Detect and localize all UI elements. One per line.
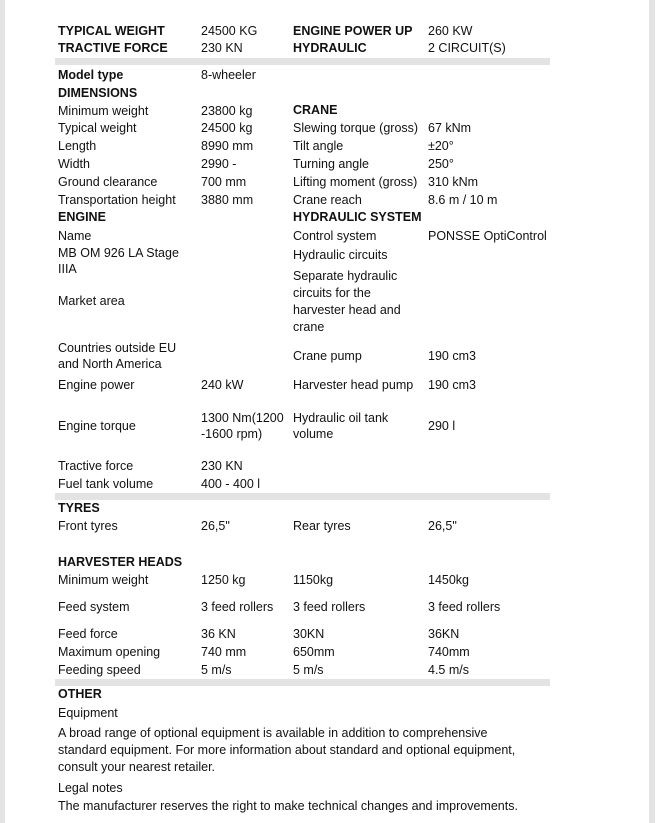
spec-value: 1450kg xyxy=(428,573,470,587)
spec-value: 3 feed rollers xyxy=(428,600,501,614)
head-pump-value: 190 cm3 xyxy=(428,378,476,392)
engine-power-value: 240 kW xyxy=(201,378,244,392)
spec-value: 36 KN xyxy=(201,627,236,641)
market-area-label: Market area xyxy=(58,294,125,308)
spec-label: Transportation height xyxy=(58,193,176,207)
hydraulic-circuits-label: Hydraulic circuits xyxy=(293,248,388,262)
spec-label: Feeding speed xyxy=(58,663,141,677)
oil-tank-value: 290 l xyxy=(428,419,456,433)
crane-pump-value: 190 cm3 xyxy=(428,349,476,363)
fuel-tank-value: 400 - 400 l xyxy=(201,477,261,491)
spec-value: 250° xyxy=(428,157,454,171)
front-tyres-label: Front tyres xyxy=(58,519,118,533)
spec-value: 740mm xyxy=(428,645,470,659)
model-type-value: 8-wheeler xyxy=(201,68,256,82)
hydraulic-system-heading: HYDRAULIC SYSTEM xyxy=(293,210,422,224)
rear-tyres-label: Rear tyres xyxy=(293,519,351,533)
spec-value: 24500 kg xyxy=(201,121,253,135)
spec-value: 5 m/s xyxy=(293,663,324,677)
tractive-force-label: Tractive force xyxy=(58,459,134,473)
spec-value: 650mm xyxy=(293,645,335,659)
head-pump-label: Harvester head pump xyxy=(293,378,414,392)
spec-value: 3 feed rollers xyxy=(201,600,274,614)
equipment-text: consult your nearest retailer. xyxy=(58,760,216,774)
spec-label: Turning angle xyxy=(293,157,369,171)
engine-name-label: Name xyxy=(58,229,92,243)
legal-notes-label: Legal notes xyxy=(58,781,123,795)
legal-notes-text: The manufacturer reserves the right to make technical changes and improvements. xyxy=(58,799,518,813)
spec-label: Typical weight xyxy=(58,121,137,135)
spec-label: Minimum weight xyxy=(58,104,149,118)
control-system-label: Control system xyxy=(293,229,377,243)
oil-tank-label: Hydraulic oil tank volume xyxy=(293,411,389,441)
market-area-value: Countries outside EU and North America xyxy=(58,341,177,371)
spec-label: Ground clearance xyxy=(58,175,158,189)
engine-name-value: MB OM 926 LA Stage IIIA xyxy=(58,246,179,276)
engine-power-label: Engine power xyxy=(58,378,135,392)
spec-value: 36KN xyxy=(428,627,460,641)
summary-value: 24500 KG xyxy=(201,24,258,38)
summary-value: 260 KW xyxy=(428,24,473,38)
spec-value: 8.6 m / 10 m xyxy=(428,193,498,207)
spec-value: 1150kg xyxy=(293,573,334,587)
spec-value: 5 m/s xyxy=(201,663,232,677)
spec-label: Minimum weight xyxy=(58,573,149,587)
spec-value: 8990 mm xyxy=(201,139,254,153)
equipment-text: A broad range of optional equipment is available in addition to comprehensive xyxy=(58,726,488,740)
summary-label: HYDRAULIC xyxy=(293,41,367,55)
spec-value: 1250 kg xyxy=(201,573,246,587)
spec-value: 3880 mm xyxy=(201,193,254,207)
summary-value: 2 CIRCUIT(S) xyxy=(428,41,506,55)
spec-value: 23800 kg xyxy=(201,104,253,118)
section-divider xyxy=(55,679,550,686)
spec-value: 67 kNm xyxy=(428,121,472,135)
section-divider xyxy=(55,493,550,500)
crane-pump-label: Crane pump xyxy=(293,349,362,363)
engine-torque-value: 1300 Nm(1200 -1600 rpm) xyxy=(201,411,284,441)
front-tyres-value: 26,5" xyxy=(201,519,230,533)
summary-label: TRACTIVE FORCE xyxy=(58,41,168,55)
spec-label: Length xyxy=(58,139,97,153)
spec-label: Crane reach xyxy=(293,193,362,207)
spec-value: 310 kNm xyxy=(428,175,479,189)
summary-label: ENGINE POWER UP xyxy=(293,24,413,38)
summary-label: TYPICAL WEIGHT xyxy=(58,24,165,38)
summary-value: 230 KN xyxy=(201,41,243,55)
fuel-tank-label: Fuel tank volume xyxy=(58,477,154,491)
hydraulic-circuits-value: Separate hydraulic circuits for the harvester head and crane xyxy=(293,269,401,334)
spec-label: Feed force xyxy=(58,627,118,641)
tyres-heading: TYRES xyxy=(58,501,100,515)
spec-value: 3 feed rollers xyxy=(293,600,366,614)
tractive-force-value: 230 KN xyxy=(201,459,243,473)
rear-tyres-value: 26,5" xyxy=(428,519,457,533)
spec-label: Lifting moment (gross) xyxy=(293,175,418,189)
other-heading: OTHER xyxy=(58,687,102,701)
spec-value: 2990 - xyxy=(201,157,237,171)
equipment-label: Equipment xyxy=(58,706,118,720)
spec-value: 740 mm xyxy=(201,645,247,659)
spec-label: Slewing torque (gross) xyxy=(293,121,419,135)
spec-label: Width xyxy=(58,157,90,171)
spec-label: Tilt angle xyxy=(293,139,344,153)
equipment-text: standard equipment. For more information about standard and optional equipment, xyxy=(58,743,516,757)
dimensions-heading: DIMENSIONS xyxy=(58,86,138,100)
control-system-value: PONSSE OptiControl xyxy=(428,229,547,243)
spec-value: 4.5 m/s xyxy=(428,663,469,677)
spec-value: 30KN xyxy=(293,627,325,641)
section-divider xyxy=(55,58,550,65)
model-type-label: Model type xyxy=(58,68,124,82)
spec-value: ±20° xyxy=(428,139,454,153)
spec-label: Maximum opening xyxy=(58,645,161,659)
engine-heading: ENGINE xyxy=(58,210,106,224)
crane-heading: CRANE xyxy=(293,103,338,117)
spec-value: 700 mm xyxy=(201,175,247,189)
spec-label: Feed system xyxy=(58,600,130,614)
engine-torque-label: Engine torque xyxy=(58,419,136,433)
harvester-heads-heading: HARVESTER HEADS xyxy=(58,555,183,569)
